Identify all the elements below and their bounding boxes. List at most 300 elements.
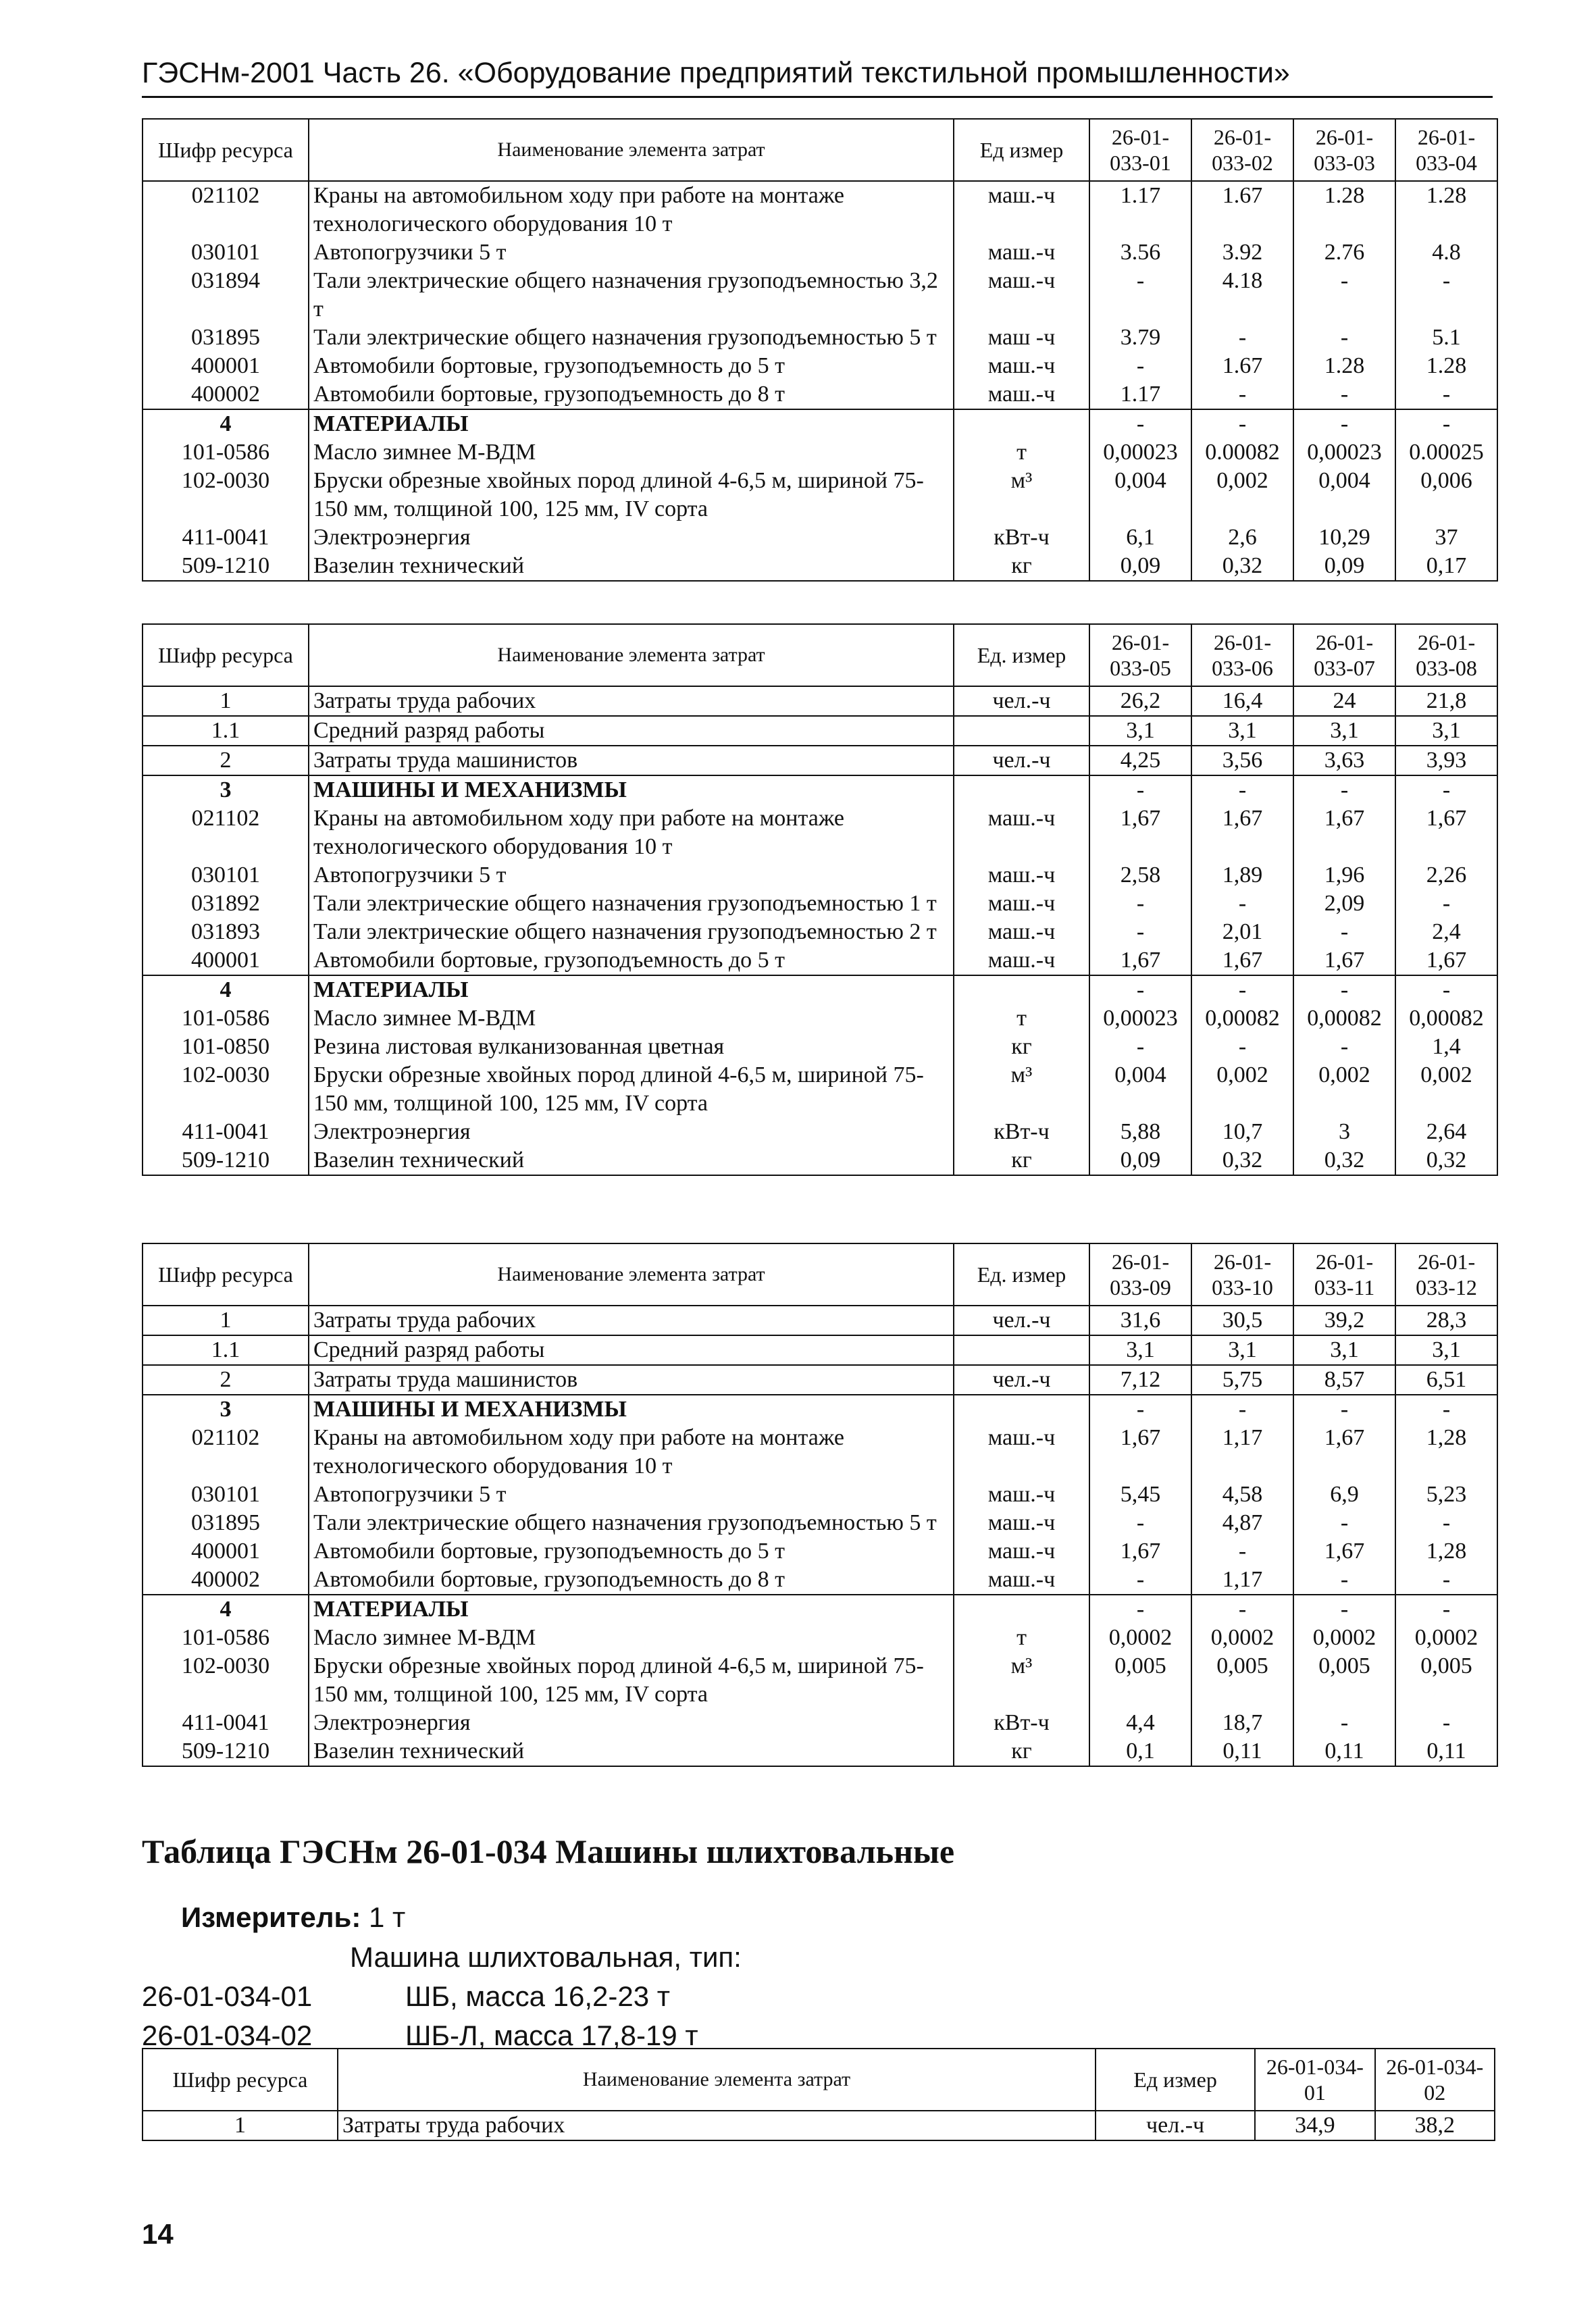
column-header-unit: Ед. измер [954,624,1089,686]
resource-value: 1.28 [1293,181,1395,238]
resource-value: 5,88 [1089,1118,1191,1146]
resource-name: Вазелин технический [309,552,954,581]
meter-label: Измеритель: [181,1901,361,1933]
resource-code: 031895 [143,1509,309,1537]
resource-value: - [1089,1395,1191,1424]
resource-value: 38,2 [1375,2111,1495,2140]
resource-unit: маш.-ч [954,946,1089,975]
resource-value: 1,67 [1395,946,1497,975]
table-row [143,352,1497,380]
table-row [143,267,1497,324]
resource-value: - [1089,352,1191,380]
table-row [143,1709,1497,1737]
column-header-unit: Ед измер [1096,2049,1255,2111]
column-header-variant: 26-01-033-10 [1191,1243,1293,1306]
resource-unit: м³ [954,1652,1089,1709]
resource-value: - [1395,267,1497,324]
column-header-variant: 26-01-033-11 [1293,1243,1395,1306]
column-header-name: Наименование элемента затрат [338,2049,1096,2111]
resource-value: 0,0002 [1191,1624,1293,1652]
resource-value: 5,23 [1395,1481,1497,1509]
column-header-name: Наименование элемента затрат [309,1243,954,1306]
resource-value: 0.00025 [1395,438,1497,467]
resource-unit: кВт-ч [954,1118,1089,1146]
resource-code: 031894 [143,267,309,324]
resource-unit [954,716,1089,746]
resource-code: 509-1210 [143,1146,309,1175]
resource-name: Вазелин технический [309,1146,954,1175]
resource-value: 0,32 [1191,552,1293,581]
resource-name: Электроэнергия [309,523,954,552]
resource-value: - [1191,409,1293,438]
resource-name: Бруски обрезные хвойных пород длиной 4-6,5 м, шириной 75-150 мм, толщиной 100, 125 мм, IV сорта [309,1061,954,1118]
resource-value: 28,3 [1395,1306,1497,1335]
resource-value: 0,004 [1089,1061,1191,1118]
resource-value: 1,4 [1395,1033,1497,1061]
resource-value: 4.18 [1191,267,1293,324]
resource-code: 3 [143,775,309,804]
table-row [143,438,1497,467]
resource-value: - [1089,1595,1191,1624]
table-row [143,946,1497,975]
resource-name: Автопогрузчики 5 т [309,861,954,890]
resource-value: - [1191,1395,1293,1424]
resource-unit [954,1595,1089,1624]
resource-value: 1.17 [1089,181,1191,238]
resource-value: 0,11 [1395,1737,1497,1766]
resource-name: Автомобили бортовые, грузоподъемность до 5 т [309,946,954,975]
resource-code: 1.1 [143,716,309,746]
table-row [143,1537,1497,1566]
table-row [143,1061,1497,1118]
spec-code: 26-01-034-01 [142,1980,313,2012]
resource-code: 021102 [143,1424,309,1481]
resource-name: Резина листовая вулканизованная цветная [309,1033,954,1061]
column-header-name: Наименование элемента затрат [309,119,954,181]
resource-name: Затраты труда машинистов [309,746,954,775]
resource-value: - [1089,918,1191,946]
resource-value: - [1293,380,1395,409]
meter-line [181,1901,405,1934]
resource-value: 0,17 [1395,552,1497,581]
table-row [143,890,1497,918]
table-row [143,1395,1497,1424]
table-row [143,181,1497,238]
resource-value: 3,1 [1191,1335,1293,1365]
resource-value: - [1191,975,1293,1004]
resource-value: 3,1 [1293,716,1395,746]
table-row [143,380,1497,409]
resource-value: - [1293,775,1395,804]
resource-value: 0,002 [1395,1061,1497,1118]
resource-value: - [1191,1033,1293,1061]
resource-value: 3.56 [1089,238,1191,267]
resource-name: МАШИНЫ И МЕХАНИЗМЫ [309,1395,954,1424]
resource-value: - [1395,1595,1497,1624]
resource-value: 6,9 [1293,1481,1395,1509]
resource-value: 3,1 [1395,1335,1497,1365]
resource-name: Бруски обрезные хвойных пород длиной 4-6,5 м, шириной 75-150 мм, толщиной 100, 125 мм, IV сорта [309,1652,954,1709]
resource-name: МАШИНЫ И МЕХАНИЗМЫ [309,775,954,804]
resource-value: 1.28 [1293,352,1395,380]
resource-value: 2,09 [1293,890,1395,918]
resource-unit [954,775,1089,804]
column-header-variant: 26-01-033-01 [1089,119,1191,181]
resource-value: 3.79 [1089,324,1191,352]
resource-name: Средний разряд работы [309,1335,954,1365]
resource-table-2 [142,623,1498,1176]
resource-value: 1,67 [1089,1537,1191,1566]
resource-value: 1,96 [1293,861,1395,890]
table-row [143,1118,1497,1146]
table-row [143,861,1497,890]
resource-value: 1.67 [1191,181,1293,238]
column-header-variant: 26-01-033-07 [1293,624,1395,686]
resource-value: 0,004 [1089,467,1191,523]
table-row [143,804,1497,861]
resource-value: - [1191,324,1293,352]
resource-value: 5.1 [1395,324,1497,352]
resource-value: - [1191,1595,1293,1624]
resource-value: 0,32 [1191,1146,1293,1175]
resource-value: 0,0002 [1293,1624,1395,1652]
table-row [143,686,1497,716]
resource-value: 3,56 [1191,746,1293,775]
resource-unit: маш.-ч [954,1481,1089,1509]
resource-value: 0,09 [1089,1146,1191,1175]
resource-name: Вазелин технический [309,1737,954,1766]
resource-value: - [1293,918,1395,946]
resource-value: 0,00023 [1089,438,1191,467]
resource-value: - [1293,975,1395,1004]
resource-value: 0,006 [1395,467,1497,523]
resource-value: 0,00023 [1089,1004,1191,1033]
table-row [143,1509,1497,1537]
page-header: ГЭСНм-2001 Часть 26. «Оборудование предприятий текстильной промышленности» [142,57,1290,89]
resource-value: 0,11 [1191,1737,1293,1766]
resource-value: 0,00082 [1191,1004,1293,1033]
machine-type-caption: Машина шлихтовальная, тип: [350,1941,742,1973]
resource-value: 3 [1293,1118,1395,1146]
column-header-variant: 26-01-033-02 [1191,119,1293,181]
table-row [143,1595,1497,1624]
resource-value: 0,005 [1191,1652,1293,1709]
resource-code: 102-0030 [143,467,309,523]
resource-value: 1,67 [1395,804,1497,861]
resource-value: 1,67 [1191,804,1293,861]
resource-value: 0,00023 [1293,438,1395,467]
resource-value: - [1395,1395,1497,1424]
resource-value: 1,67 [1293,1537,1395,1566]
resource-value: 0,32 [1395,1146,1497,1175]
resource-value: 1,67 [1191,946,1293,975]
table-row [143,324,1497,352]
resource-value: - [1191,890,1293,918]
table-row [143,1335,1497,1365]
column-header-unit: Ед. измер [954,1243,1089,1306]
resource-code: 030101 [143,238,309,267]
resource-table-3 [142,1243,1498,1767]
table-row [143,523,1497,552]
resource-name: Тали электрические общего назначения грузоподъемностью 5 т [309,1509,954,1537]
resource-value: - [1293,1709,1395,1737]
resource-value: - [1089,890,1191,918]
resource-value: 1.28 [1395,352,1497,380]
resource-unit: чел.-ч [954,686,1089,716]
resource-value: 3,1 [1089,716,1191,746]
resource-value: 1,17 [1191,1424,1293,1481]
resource-code: 030101 [143,1481,309,1509]
resource-code: 400001 [143,352,309,380]
resource-code: 1 [143,2111,338,2140]
resource-unit: маш.-ч [954,352,1089,380]
resource-code: 101-0586 [143,1624,309,1652]
resource-code: 4 [143,409,309,438]
spec-description: ШБ, масса 16,2-23 т [405,1980,671,2012]
resource-unit: маш.-ч [954,918,1089,946]
resource-name: Тали электрические общего назначения грузоподъемностью 3,2 т [309,267,954,324]
resource-value: - [1293,1395,1395,1424]
table-row [143,746,1497,775]
resource-value: - [1191,1537,1293,1566]
resource-code: 2 [143,746,309,775]
resource-name: МАТЕРИАЛЫ [309,1595,954,1624]
resource-code: 4 [143,975,309,1004]
resource-value: 3,93 [1395,746,1497,775]
resource-value: 0,002 [1191,467,1293,523]
resource-value: - [1293,1595,1395,1624]
resource-code: 509-1210 [143,1737,309,1766]
column-header-code: Шифр ресурса [143,2049,338,2111]
resource-code: 030101 [143,861,309,890]
resource-unit: маш.-ч [954,1537,1089,1566]
resource-value: 0,002 [1293,1061,1395,1118]
resource-value: - [1293,324,1395,352]
page-number: 14 [142,2218,174,2250]
table-row [143,238,1497,267]
resource-value: 0,32 [1293,1146,1395,1175]
resource-code: 1.1 [143,1335,309,1365]
table-header-row [143,119,1497,181]
resource-name: Автомобили бортовые, грузоподъемность до 8 т [309,1566,954,1595]
resource-value: 1.17 [1089,380,1191,409]
resource-value: 1,67 [1089,1424,1191,1481]
column-header-code: Шифр ресурса [143,1243,309,1306]
resource-unit: чел.-ч [954,1365,1089,1395]
resource-name: Бруски обрезные хвойных пород длиной 4-6,5 м, шириной 75-150 мм, толщиной 100, 125 мм, IV сорта [309,467,954,523]
table-header-row [143,624,1497,686]
resource-name: МАТЕРИАЛЫ [309,975,954,1004]
spec-line [142,1980,670,2013]
resource-name: Затраты труда рабочих [309,686,954,716]
resource-value: 0,005 [1089,1652,1191,1709]
resource-code: 411-0041 [143,1118,309,1146]
resource-value: 0.00082 [1191,438,1293,467]
resource-unit [954,975,1089,1004]
resource-value: 4,58 [1191,1481,1293,1509]
resource-name: Масло зимнее М-ВДМ [309,1624,954,1652]
resource-value: 0,09 [1089,552,1191,581]
resource-code: 021102 [143,804,309,861]
resource-value: - [1395,975,1497,1004]
resource-name: Тали электрические общего назначения грузоподъемностью 5 т [309,324,954,352]
resource-value: 26,2 [1089,686,1191,716]
resource-value: 10,7 [1191,1118,1293,1146]
resource-value: 10,29 [1293,523,1395,552]
table-row [143,1737,1497,1766]
resource-name: Автомобили бортовые, грузоподъемность до 5 т [309,352,954,380]
resource-unit: маш -ч [954,324,1089,352]
resource-code: 4 [143,1595,309,1624]
resource-value: - [1089,267,1191,324]
resource-value: 4,4 [1089,1709,1191,1737]
table-row [143,1481,1497,1509]
resource-value: 0,11 [1293,1737,1395,1766]
resource-name: Затраты труда рабочих [338,2111,1096,2140]
resource-unit: кг [954,1737,1089,1766]
resource-value: 30,5 [1191,1306,1293,1335]
resource-value: 4,25 [1089,746,1191,775]
resource-name: Масло зимнее М-ВДМ [309,438,954,467]
resource-unit: маш.-ч [954,1566,1089,1595]
resource-value: 6,1 [1089,523,1191,552]
table-row [143,918,1497,946]
resource-value: - [1395,890,1497,918]
resource-unit: кВт-ч [954,523,1089,552]
resource-code: 102-0030 [143,1061,309,1118]
resource-value: 6,51 [1395,1365,1497,1395]
resource-value: 3,63 [1293,746,1395,775]
resource-value: 1,89 [1191,861,1293,890]
resource-value: - [1089,775,1191,804]
resource-value: 2,58 [1089,861,1191,890]
resource-value: - [1089,409,1191,438]
column-header-variant: 26-01-033-06 [1191,624,1293,686]
header-rule [142,96,1493,98]
resource-name: МАТЕРИАЛЫ [309,409,954,438]
resource-table-034 [142,2048,1495,2141]
resource-unit: т [954,1624,1089,1652]
resource-value: 2.76 [1293,238,1395,267]
resource-code: 031893 [143,918,309,946]
resource-value: 16,4 [1191,686,1293,716]
resource-value: 1,67 [1089,946,1191,975]
resource-value: 1,17 [1191,1566,1293,1595]
resource-value: - [1191,775,1293,804]
resource-code: 031895 [143,324,309,352]
resource-value: 2,4 [1395,918,1497,946]
resource-unit: маш.-ч [954,1509,1089,1537]
resource-code: 400002 [143,1566,309,1595]
resource-unit: кг [954,1033,1089,1061]
column-header-variant: 26-01-034-02 [1375,2049,1495,2111]
resource-value: - [1395,1566,1497,1595]
table-row [143,1004,1497,1033]
resource-value: 0,00082 [1395,1004,1497,1033]
resource-code: 3 [143,1395,309,1424]
resource-code: 400002 [143,380,309,409]
resource-value: - [1293,1033,1395,1061]
resource-value: 1,28 [1395,1424,1497,1481]
table-row [143,1146,1497,1175]
resource-unit: т [954,1004,1089,1033]
resource-name: Электроэнергия [309,1118,954,1146]
resource-name: Автопогрузчики 5 т [309,1481,954,1509]
resource-value: 24 [1293,686,1395,716]
resource-unit: кВт-ч [954,1709,1089,1737]
resource-unit: кг [954,552,1089,581]
resource-value: - [1395,775,1497,804]
spec-line [142,2020,698,2052]
resource-unit: маш.-ч [954,890,1089,918]
resource-code: 400001 [143,1537,309,1566]
resource-value: 18,7 [1191,1709,1293,1737]
resource-value: 3,1 [1293,1335,1395,1365]
table-row [143,2111,1495,2140]
table-row [143,775,1497,804]
resource-value: 2,64 [1395,1118,1497,1146]
column-header-variant: 26-01-033-04 [1395,119,1497,181]
resource-unit: чел.-ч [1096,2111,1255,2140]
resource-unit [954,1395,1089,1424]
resource-code: 031892 [143,890,309,918]
resource-unit: маш.-ч [954,1424,1089,1481]
resource-code: 509-1210 [143,552,309,581]
column-header-variant: 26-01-034-01 [1255,2049,1374,2111]
column-header-variant: 26-01-033-12 [1395,1243,1497,1306]
resource-value: 5,45 [1089,1481,1191,1509]
table-row [143,1365,1497,1395]
resource-unit: чел.-ч [954,746,1089,775]
resource-value: 5,75 [1191,1365,1293,1395]
resource-value: 3.92 [1191,238,1293,267]
resource-code: 102-0030 [143,1652,309,1709]
resource-name: Автопогрузчики 5 т [309,238,954,267]
resource-value: 0,005 [1395,1652,1497,1709]
spec-description: ШБ-Л, масса 17,8-19 т [405,2020,698,2051]
table-row [143,1033,1497,1061]
column-header-variant: 26-01-033-08 [1395,624,1497,686]
resource-unit: кг [954,1146,1089,1175]
resource-code: 2 [143,1365,309,1395]
resource-value: 3,1 [1395,716,1497,746]
resource-value: - [1089,1509,1191,1537]
resource-value: - [1395,409,1497,438]
resource-value: 1,67 [1089,804,1191,861]
table-row [143,1566,1497,1595]
resource-value: 34,9 [1255,2111,1374,2140]
resource-unit: м³ [954,1061,1089,1118]
resource-value: 1.28 [1395,181,1497,238]
column-header-variant: 26-01-033-03 [1293,119,1395,181]
column-header-variant: 26-01-033-09 [1089,1243,1191,1306]
resource-name: Затраты труда машинистов [309,1365,954,1395]
resource-name: Средний разряд работы [309,716,954,746]
table-row [143,716,1497,746]
resource-unit: м³ [954,467,1089,523]
resource-unit: маш.-ч [954,380,1089,409]
table-row [143,975,1497,1004]
resource-name: Автомобили бортовые, грузоподъемность до 8 т [309,380,954,409]
resource-value: 0,004 [1293,467,1395,523]
resource-code: 101-0586 [143,1004,309,1033]
resource-value: - [1395,1509,1497,1537]
resource-value: - [1191,380,1293,409]
resource-value: 4,87 [1191,1509,1293,1537]
resource-name: Краны на автомобильном ходу при работе на монтаже технологического оборудования 10 т [309,181,954,238]
section-title: Таблица ГЭСНм 26-01-034 Машины шлихтовальные [142,1832,955,1870]
table-row [143,1624,1497,1652]
